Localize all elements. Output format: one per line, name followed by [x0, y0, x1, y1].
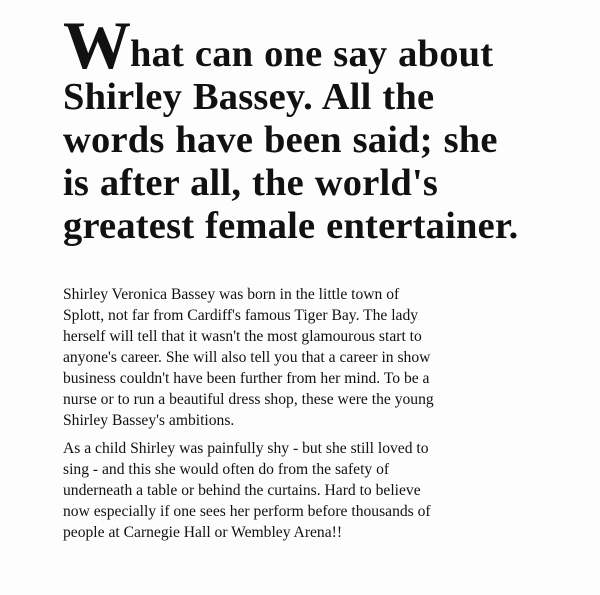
paragraph-line: anyone's career. She will also tell you that a career in show — [63, 349, 431, 366]
intro-line-5: greatest female entertainer. — [63, 205, 519, 247]
paragraph-line: Splott, not far from Cardiff's famous Tiger Bay. The lady — [63, 307, 419, 324]
intro-line-3: words have been said; she — [63, 119, 498, 161]
intro-line-2: Shirley Bassey. All the — [63, 76, 435, 118]
paragraph-birth — [63, 284, 583, 431]
paragraph-line: now especially if one sees her perform before thousands of — [63, 503, 431, 520]
paragraph-line: underneath a table or behind the curtains. Hard to believe — [63, 482, 421, 499]
paragraph-line: Shirley Bassey's ambitions. — [63, 412, 235, 429]
paragraph-line: As a child Shirley was painfully shy - but she still loved to — [63, 440, 429, 457]
paragraph-childhood — [63, 438, 583, 543]
paragraph-line: herself will tell that it wasn't the most glamourous start to — [63, 328, 422, 345]
intro-line-1-text: hat can one say about — [130, 33, 494, 75]
paragraph-line: people at Carnegie Hall or Wembley Arena!! — [63, 524, 343, 541]
paragraph-line: sing - and this she would often do from the safety of — [63, 461, 390, 478]
drop-cap: W — [63, 7, 129, 83]
intro-line-4: is after all, the world's — [63, 162, 439, 204]
intro-heading — [63, 7, 573, 248]
paragraph-line: business couldn't have been further from her mind. To be a — [63, 370, 430, 387]
paragraph-line: Shirley Veronica Bassey was born in the little town of — [63, 286, 400, 303]
paragraph-line: nurse or to run a beautiful dress shop, these were the young — [63, 391, 434, 408]
intro-line-1 — [63, 7, 573, 83]
